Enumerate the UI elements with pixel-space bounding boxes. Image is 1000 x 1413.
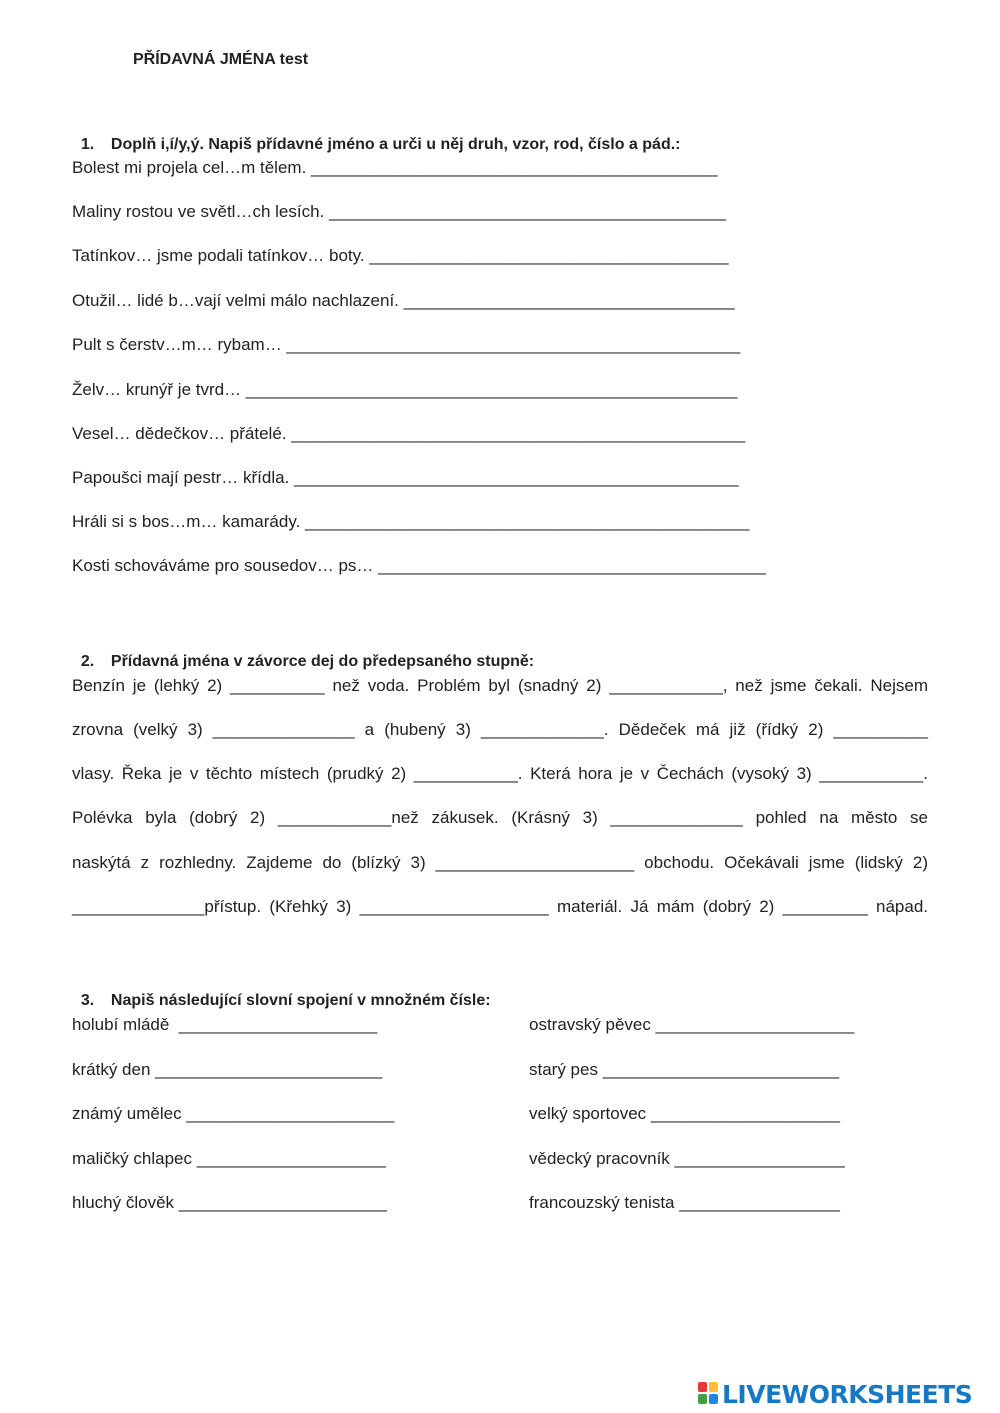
section-2-heading xyxy=(72,632,534,672)
exercise-2-line[interactable]: Benzín je (lehký 2) __________ než voda. Problém byl (snadný 2) ____________, než jsme čekali. Nejsem xyxy=(72,676,928,695)
exercise-3-left-item[interactable]: maličký chlapec ____________________ xyxy=(72,1149,386,1168)
exercise-3-right-item[interactable]: ostravský pěvec _____________________ xyxy=(529,1015,855,1034)
exercise-1-line[interactable]: Pult s čerstv…m… rybam… ________________________________________________ xyxy=(72,335,741,354)
worksheet-title: PŘÍDAVNÁ JMÉNA test xyxy=(133,51,309,68)
exercise-3-left-item[interactable]: známý umělec ______________________ xyxy=(72,1104,395,1123)
exercise-1-line[interactable]: Tatínkov… jsme podali tatínkov… boty. ______________________________________ xyxy=(72,246,729,265)
exercise-3-left-item[interactable]: hluchý člověk ______________________ xyxy=(72,1193,387,1212)
exercise-3-right-item[interactable]: starý pes _________________________ xyxy=(529,1060,840,1079)
exercise-1-line[interactable]: Vesel… dědečkov… přátelé. ________________________________________________ xyxy=(72,424,746,443)
section-1-heading xyxy=(72,115,680,155)
exercise-1-line[interactable]: Otužil… lidé b…vají velmi málo nachlazení. ___________________________________ xyxy=(72,291,735,310)
exercise-2-line[interactable]: vlasy. Řeka je v těchto místech (prudký 2) ___________. Která hora je v Čechách (vysoký 3) ___________. xyxy=(72,764,928,783)
exercise-1-line[interactable]: Papoušci mají pestr… křídla. _______________________________________________ xyxy=(72,468,739,487)
exercise-1-line[interactable]: Bolest mi projela cel…m tělem. ___________________________________________ xyxy=(72,158,718,177)
section-1-heading-text: Doplň i,í/y,ý. Napiš přídavné jméno a urči u něj druh, vzor, rod, číslo a pád.: xyxy=(110,136,681,153)
exercise-2-line[interactable]: zrovna (velký 3) _______________ a (hubený 3) _____________. Dědeček má již (řídký 2) __________ xyxy=(72,720,928,739)
section-2-number: 2. xyxy=(80,653,95,670)
liveworksheets-logo-icon xyxy=(698,1382,720,1406)
logo-square-yellow xyxy=(709,1382,718,1392)
exercise-3-right-item[interactable]: vědecký pracovník __________________ xyxy=(529,1149,845,1168)
exercise-2-line[interactable]: naskýtá z rozhledny. Zajdeme do (blízký 3) _____________________ obchodu. Očekávali jsme (lidský 2) xyxy=(72,853,928,872)
exercise-3-left-item[interactable]: holubí mládě _____________________ xyxy=(72,1015,378,1034)
exercise-2-line[interactable]: ______________přístup. (Křehký 3) ____________________ materiál. Já mám (dobrý 2) _________ nápad. xyxy=(72,897,928,916)
exercise-1-line[interactable]: Želv… krunýř je tvrd… ____________________________________________________ xyxy=(72,380,738,399)
exercise-3-right-item[interactable]: francouzský tenista _________________ xyxy=(529,1193,840,1212)
exercise-1-line[interactable]: Kosti schováváme pro sousedov… ps… _________________________________________ xyxy=(72,556,766,575)
exercise-2-line[interactable]: Polévka byla (dobrý 2) ____________než zákusek. (Krásný 3) ______________ pohled na město se xyxy=(72,808,928,827)
liveworksheets-logo xyxy=(698,1378,972,1410)
exercise-1-line[interactable]: Hráli si s bos…m… kamarády. _______________________________________________ xyxy=(72,512,750,531)
logo-square-green xyxy=(698,1394,707,1404)
exercise-3-right-item[interactable]: velký sportovec ____________________ xyxy=(529,1104,840,1123)
liveworksheets-brand: LIVEWORKSHEETS xyxy=(722,1379,973,1409)
section-3-number: 3. xyxy=(80,992,95,1009)
section-2-heading-text: Přídavná jména v závorce dej do předepsaného stupně: xyxy=(110,653,535,670)
section-3-heading-text: Napiš následující slovní spojení v množném čísle: xyxy=(110,992,491,1009)
exercise-3-left-item[interactable]: krátký den ________________________ xyxy=(72,1060,383,1079)
section-1-number: 1. xyxy=(80,136,95,153)
section-3-heading xyxy=(72,971,491,1011)
exercise-1-line[interactable]: Maliny rostou ve světl…ch lesích. __________________________________________ xyxy=(72,202,727,221)
logo-square-red xyxy=(698,1382,707,1392)
logo-square-blue xyxy=(709,1394,718,1404)
